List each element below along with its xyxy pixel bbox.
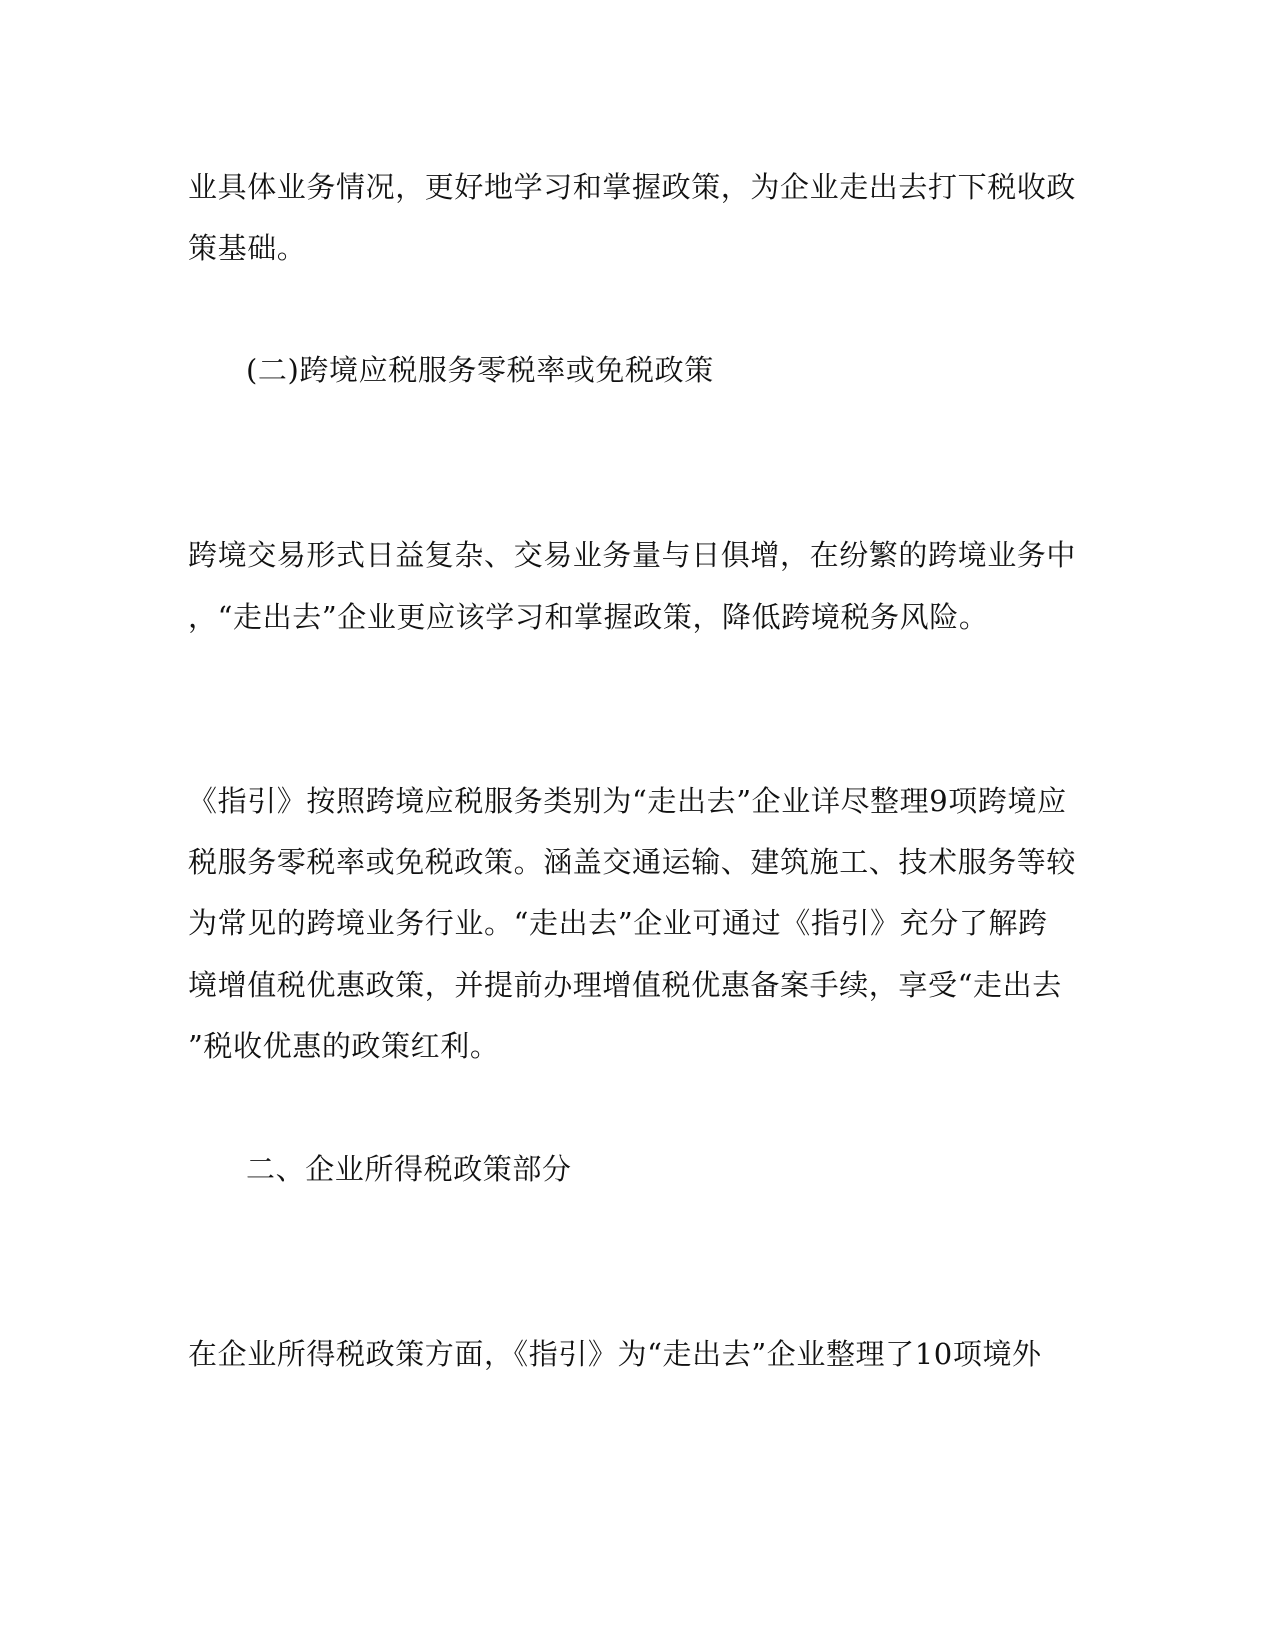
paragraph-3-line-1: 《指引》按照跨境应税服务类别为“走出去”企业详尽整理9项跨境应 [188,784,1067,818]
paragraph-3-line-4: 境增值税优惠政策，并提前办理增值税优惠备案手续，享受“走出去 [188,968,1062,1002]
paragraph-4-line-1: 在企业所得税政策方面，《指引》为“走出去”企业整理了10项境外 [188,1337,1042,1371]
section-heading-corporate-income-tax: 二、企业所得税政策部分 [246,1152,572,1186]
paragraph-1-line-1: 业具体业务情况，更好地学习和掌握政策，为企业走出去打下税收政 [188,170,1077,204]
paragraph-2-line-1: 跨境交易形式日益复杂、交易业务量与日俱增，在纷繁的跨境业务中 [188,538,1077,572]
paragraph-2-line-2: ，“走出去”企业更应该学习和掌握政策，降低跨境税务风险。 [188,600,989,634]
paragraph-1-line-2: 策基础。 [188,231,307,265]
section-heading-cross-border-services: (二)跨境应税服务零税率或免税政策 [246,353,714,387]
paragraph-3-line-3: 为常见的跨境业务行业。“走出去”企业可通过《指引》充分了解跨 [188,906,1048,940]
paragraph-3-line-5: ”税收优惠的政策红利。 [188,1029,500,1063]
paragraph-3-line-2: 税服务零税率或免税政策。涵盖交通运输、建筑施工、技术服务等较 [188,845,1077,879]
